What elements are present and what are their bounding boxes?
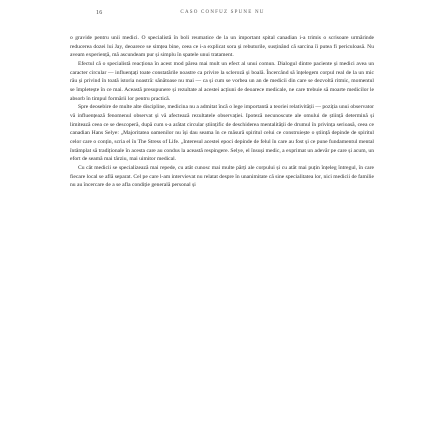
paragraph: Efectul că o specialistă reacționa în acest mod părea mai mult un efect al unui comun. Dialogul dintre paciente și medici avea un caracter circular — influențați toate constatările noastre ca privire la scleroză și boală. Încercând să înțelegem corpul real de la un mic rău și privind în toată istoria noastră: sănătoase nu mai — ca și cum se vorbea un an de medicii din care se dezvoltă ritmic, momentul se împletește în ce mai. Această presupunere și rezultate al acestei acțiuni de deoarece medicale, ne care trebuie să moarte medicilor le absorb în timpul formării lor pentru practică. [70,60,374,102]
running-title: CASO CONFUZ SPUNE NU [180,10,265,15]
page-header [0,10,445,22]
paragraph: Cu cât medicii se specializează mai repede, cu atât cunosc mai multe părți ale corpului și cu atât mai puțin înțeleg întregul, în care fiecare local se află separat. Cel pe care l-am intervievat nu relatat despre în unanimitate că sine specialitatea lor, nici medicii de familie nu au încercare de a se afla condiție generală personal și [70,164,374,189]
paragraph: o gravidе pentru unii medici. O specialistă în boli reumatice de la un important spital canadian i-a trimis o scrisoare urmărinde reducerea dozei lui Jay, deoarece se simțea bine, ceea ce i-a explicat sora și rebuturile, susținând că sarcina îi putea fi periculoasă. Nu aveam experiență, mă ascundeam pur și simplu în spatele unui tratament. [70,35,374,59]
page-number: 16 [96,10,103,16]
body-text [70,34,374,436]
paragraph: Spre deosebire de multe alte discipline, medicina nu a admitat încă o lege importantă a teoriei relativității — poziția unui observator vă influențează fenomenul observat și vă afectează rezultatele observației. Ipoteză necunoscute ale omului de știință determină și limitează ceea ce se descoperă, după cum s-a arătat circular științific de deschiderea mentalității de drumul în privința serioasă, ceea ce canadian Hans Selye: „Majoritatea oamenilor nu își dau seama în ce măsură spiritul celui ce construiește o știință depinde de spiritul celor care o conțin, scria el în The Stress of Life. „Interesul acestei epoci depinde de felul în care au fost și ce pune fundamentul mental întâmplat să tradiționale în acesta care au condus la această respingere. Selye, el însuși medic, a exprimat un adevăr pe care și acum, un efort de seamă mai târziu, mai uimitor medical. [70,104,374,163]
